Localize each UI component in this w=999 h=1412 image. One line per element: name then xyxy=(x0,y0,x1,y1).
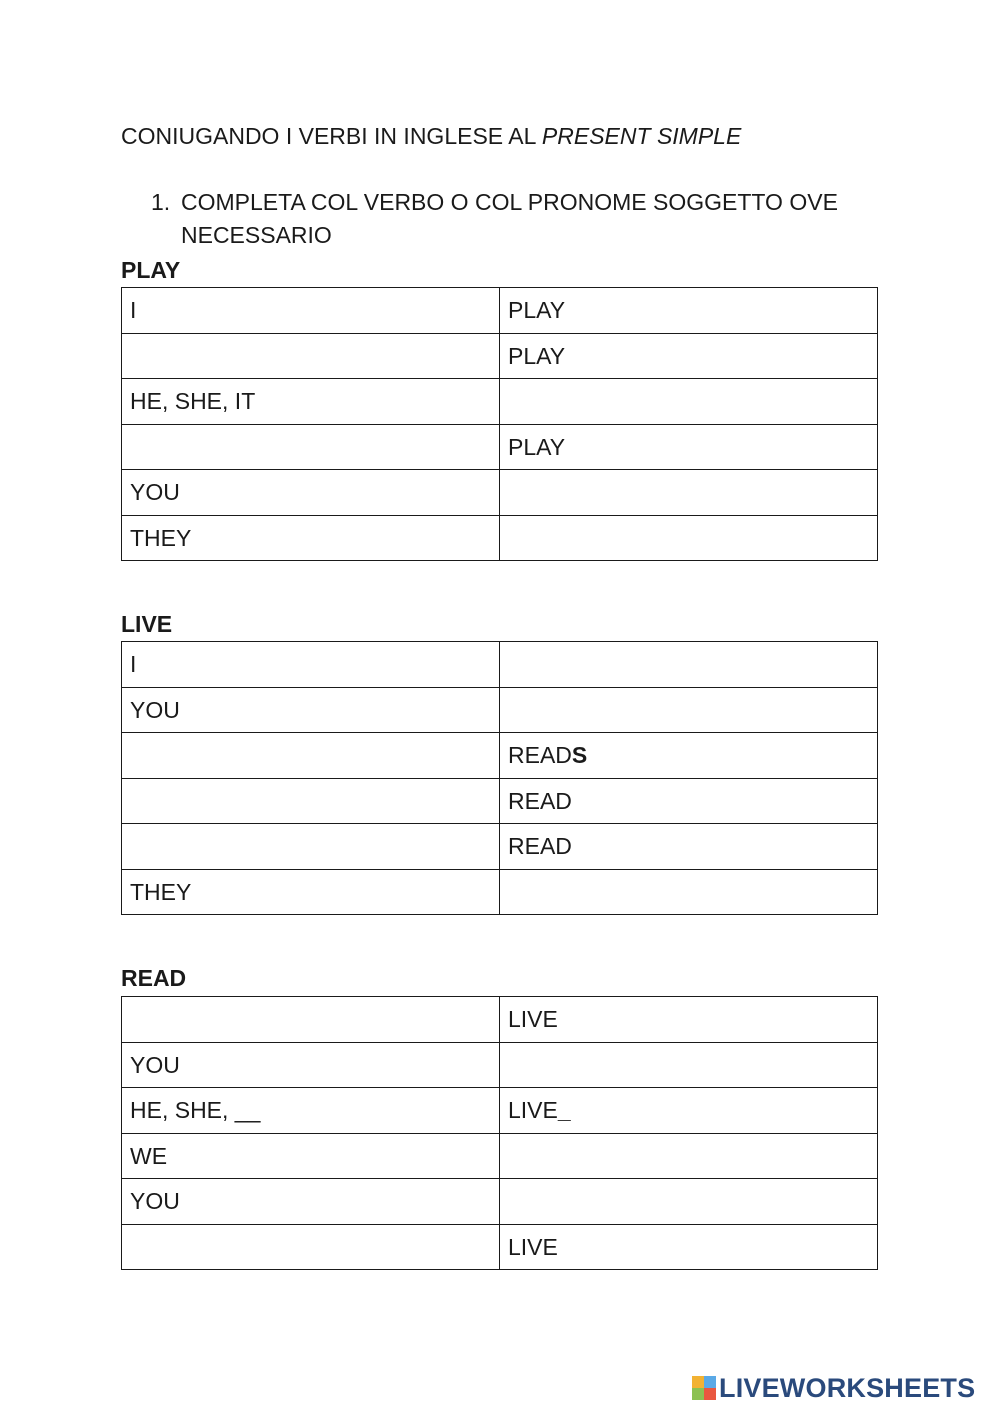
table-row xyxy=(122,515,878,561)
table-row xyxy=(122,1133,878,1179)
pronoun-cell: YOU xyxy=(122,687,500,733)
verb-cell xyxy=(500,1088,878,1134)
verb-text: READ xyxy=(508,833,572,860)
table-row xyxy=(122,778,878,824)
verb-cell[interactable] xyxy=(500,642,878,688)
table-body xyxy=(122,288,878,561)
logo-square-3 xyxy=(692,1388,704,1400)
verb-ending: S xyxy=(571,742,588,769)
worksheet-title xyxy=(121,121,741,151)
table-row xyxy=(122,424,878,470)
verb-cell xyxy=(500,333,878,379)
pronoun-cell[interactable] xyxy=(122,333,500,379)
pronoun-cell[interactable] xyxy=(122,997,500,1043)
table-row xyxy=(122,1088,878,1134)
pronoun-cell: I xyxy=(122,288,500,334)
table-row xyxy=(122,333,878,379)
section-label-play: PLAY xyxy=(121,257,181,283)
verb-cell xyxy=(500,288,878,334)
pronoun-cell: HE, SHE, __ xyxy=(122,1088,500,1134)
verb-cell xyxy=(500,824,878,870)
pronoun-cell: YOU xyxy=(122,1179,500,1225)
verb-text: LIVE xyxy=(508,1097,558,1124)
logo-square-4 xyxy=(704,1388,716,1400)
verb-cell[interactable] xyxy=(500,1133,878,1179)
table-body xyxy=(122,997,878,1270)
section-label-live: LIVE xyxy=(121,611,173,637)
table-row xyxy=(122,288,878,334)
verb-text: PLAY xyxy=(508,433,566,460)
table-row xyxy=(122,470,878,516)
pronoun-cell: YOU xyxy=(122,470,500,516)
table-row xyxy=(122,1042,878,1088)
table-row xyxy=(122,824,878,870)
table-row xyxy=(122,687,878,733)
verb-ending: _ xyxy=(557,1097,571,1124)
pronoun-cell: I xyxy=(122,642,500,688)
logo-square-2 xyxy=(704,1376,716,1388)
verb-cell xyxy=(500,1224,878,1270)
pronoun-cell[interactable] xyxy=(122,1224,500,1270)
table-row xyxy=(122,1224,878,1270)
title-italic: PRESENT SIMPLE xyxy=(541,123,742,149)
verb-text: READ xyxy=(508,742,572,769)
verb-table-read xyxy=(121,996,878,1270)
verb-cell xyxy=(500,778,878,824)
verb-text: READ xyxy=(508,787,572,814)
pronoun-cell[interactable] xyxy=(122,824,500,870)
verb-cell[interactable] xyxy=(500,1179,878,1225)
verb-cell[interactable] xyxy=(500,379,878,425)
instruction-text: COMPLETA COL VERBO O COL PRONOME SOGGETTO OVE NECESSARIO xyxy=(181,189,838,248)
table-row xyxy=(122,997,878,1043)
table-row xyxy=(122,379,878,425)
pronoun-cell[interactable] xyxy=(122,778,500,824)
pronoun-cell[interactable] xyxy=(122,424,500,470)
pronoun-cell: YOU xyxy=(122,1042,500,1088)
table-row xyxy=(122,733,878,779)
verb-cell[interactable] xyxy=(500,1042,878,1088)
verb-text: PLAY xyxy=(508,342,566,369)
logo-square-1 xyxy=(692,1376,704,1388)
instruction-number: 1. xyxy=(151,189,171,215)
title-main: CONIUGANDO I VERBI IN INGLESE AL xyxy=(121,123,542,149)
verb-cell[interactable] xyxy=(500,470,878,516)
verb-table-play xyxy=(121,287,878,561)
table-row xyxy=(122,642,878,688)
pronoun-cell: HE, SHE, IT xyxy=(122,379,500,425)
verb-text: PLAY xyxy=(508,297,566,324)
verb-table-live xyxy=(121,641,878,915)
table-row xyxy=(122,869,878,915)
verb-cell[interactable] xyxy=(500,687,878,733)
verb-text: LIVE xyxy=(508,1233,558,1260)
table-body xyxy=(122,642,878,915)
pronoun-cell: WE xyxy=(122,1133,500,1179)
pronoun-cell: THEY xyxy=(122,869,500,915)
verb-text: LIVE xyxy=(508,1006,558,1033)
liveworksheets-logo xyxy=(692,1372,975,1404)
table-row xyxy=(122,1179,878,1225)
logo-text: LIVEWORKSHEETS xyxy=(719,1372,976,1403)
pronoun-cell[interactable] xyxy=(122,733,500,779)
section-label-read: READ xyxy=(121,965,187,991)
logo-icon xyxy=(692,1376,716,1400)
pronoun-cell: THEY xyxy=(122,515,500,561)
verb-cell xyxy=(500,733,878,779)
verb-cell xyxy=(500,997,878,1043)
verb-cell xyxy=(500,424,878,470)
verb-cell[interactable] xyxy=(500,515,878,561)
verb-cell[interactable] xyxy=(500,869,878,915)
